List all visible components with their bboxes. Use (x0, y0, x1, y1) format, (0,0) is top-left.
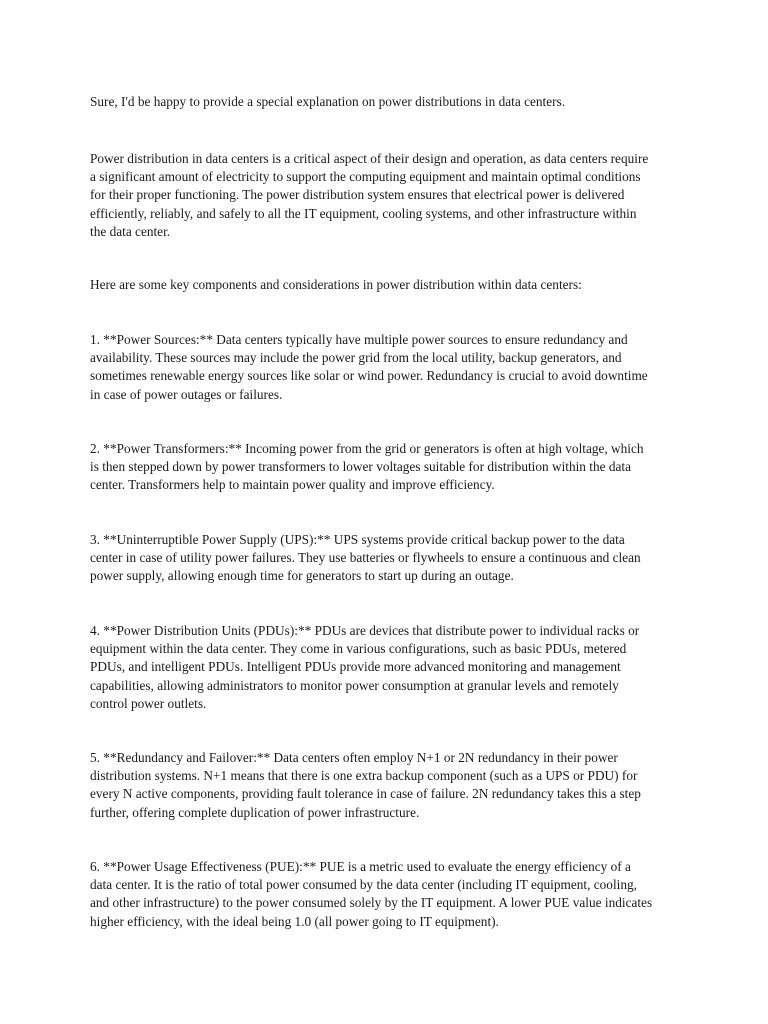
intro-paragraph: Sure, I'd be happy to provide a special explanation on power distributions in data centers. (90, 94, 566, 109)
overview-paragraph: Power distribution in data centers is a critical aspect of their design and operation, as data centers require a significant amount of electricity to support the computing equipment and maintain optimal conditions for their proper functioning. The power distribution system ensures that electrical power is delivered efficiently, reliably, and safely to all the IT equipment, cooling systems, and other infrastructure within the data center. (90, 151, 649, 239)
list-item-pue: 6. **Power Usage Effectiveness (PUE):** PUE is a metric used to evaluate the energy efficiency of a data center. It is the ratio of total power consumed by the data center (including IT equipment, cooling, and other infrastructure) to the power consumed solely by the IT equipment. A lower PUE value indicates higher efficiency, with the ideal being 1.0 (all power going to IT equipment). (90, 859, 653, 929)
list-item-power-transformers: 2. **Power Transformers:** Incoming power from the grid or generators is often at high voltage, which is then stepped down by power transformers to lower voltages suitable for distribution within the data center. Transformers help to maintain power quality and improve efficiency. (90, 441, 644, 493)
list-item-ups: 3. **Uninterruptible Power Supply (UPS):** UPS systems provide critical backup power to the data center in case of utility power failures. They use batteries or flywheels to ensure a continuous and clean power supply, allowing enough time for generators to start up during an outage. (90, 532, 641, 584)
list-item-pdus: 4. **Power Distribution Units (PDUs):** PDUs are devices that distribute power to individual racks or equipment within the data center. They come in various configurations, such as basic PDUs, metered PDUs, and intelligent PDUs. Intelligent PDUs provide more advanced monitoring and management capabilities, allowing administrators to monitor power consumption at granular levels and remotely control power outlets. (90, 623, 640, 711)
list-intro-paragraph: Here are some key components and considerations in power distribution within data centers: (90, 277, 582, 292)
list-item-redundancy: 5. **Redundancy and Failover:** Data centers often employ N+1 or 2N redundancy in their power distribution systems. N+1 means that there is one extra backup component (such as a UPS or PDU) for every N active components, providing fault tolerance in case of failure. 2N redundancy takes this a step further, offering complete duplication of power infrastructure. (90, 750, 641, 820)
list-item-power-sources: 1. **Power Sources:** Data centers typically have multiple power sources to ensure redundancy and availability. These sources may include the power grid from the local utility, backup generators, and sometimes renewable energy sources like solar or wind power. Redundancy is crucial to avoid downtime in case of power outages or failures. (90, 332, 648, 402)
